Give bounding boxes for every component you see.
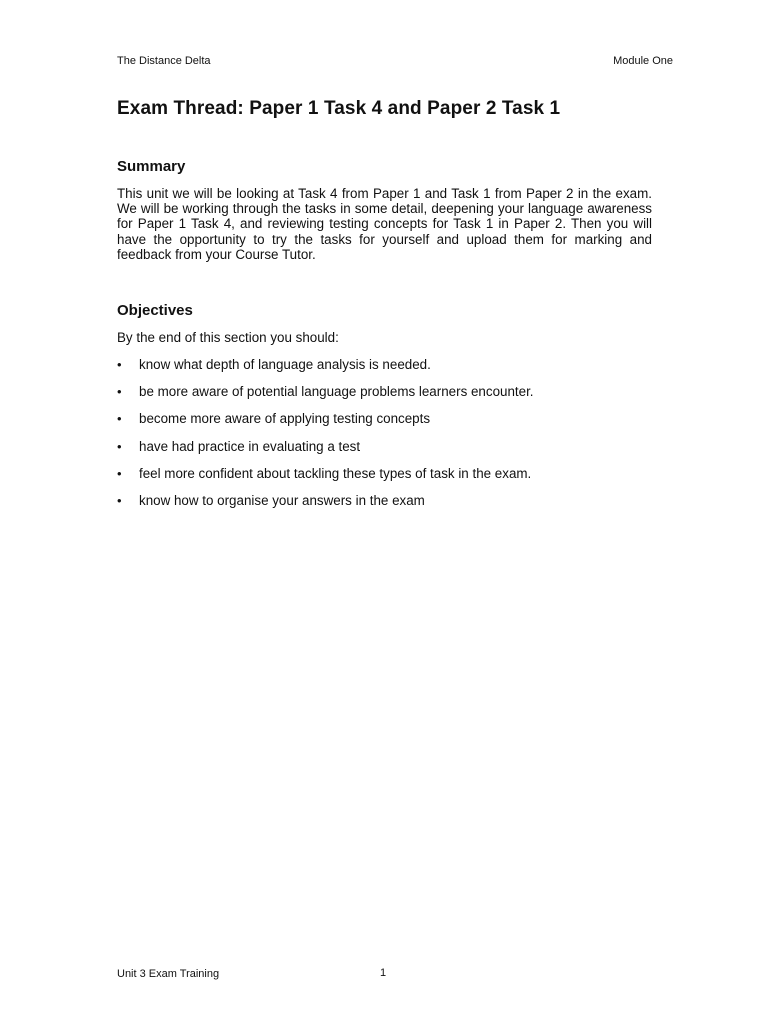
bullet-icon: • (117, 384, 122, 400)
objectives-intro: By the end of this section you should: (117, 330, 339, 345)
objective-text: feel more confident about tackling these types of task in the exam. (139, 465, 532, 481)
objective-text: know what depth of language analysis is needed. (139, 357, 431, 372)
objective-text: be more aware of potential language problems learners encounter. (139, 384, 534, 400)
bullet-icon: • (117, 465, 122, 481)
bullet-icon: • (117, 357, 122, 372)
header-right-text: Module One (613, 55, 673, 67)
page-title: Exam Thread: Paper 1 Task 4 and Paper 2 Task 1 (117, 98, 561, 119)
objective-text: know how to organise your answers in the exam (139, 492, 425, 508)
summary-paragraph: This unit we will be looking at Task 4 from Paper 1 and Task 1 from Paper 2 in the exam. We will be working through the tasks in some detail, deepening your language awareness for Paper 1 Task 4, and reviewing testing concepts for Task 1 in Paper 2. Then you will have the opportunity to try the tasks for yourself and upload them for marking and feedback from your Course Tutor. (117, 186, 652, 262)
objective-text: become more aware of applying testing concepts (139, 411, 431, 427)
objective-text: have had practice in evaluating a test (139, 438, 361, 454)
footer-left-text: Unit 3 Exam Training (117, 968, 220, 980)
page-number: 1 (380, 967, 387, 979)
bullet-icon: • (117, 438, 122, 454)
summary-heading: Summary (117, 158, 186, 175)
bullet-icon: • (117, 411, 122, 427)
header-left-text: The Distance Delta (117, 55, 211, 67)
bullet-icon: • (117, 492, 122, 508)
objectives-heading: Objectives (117, 302, 193, 319)
